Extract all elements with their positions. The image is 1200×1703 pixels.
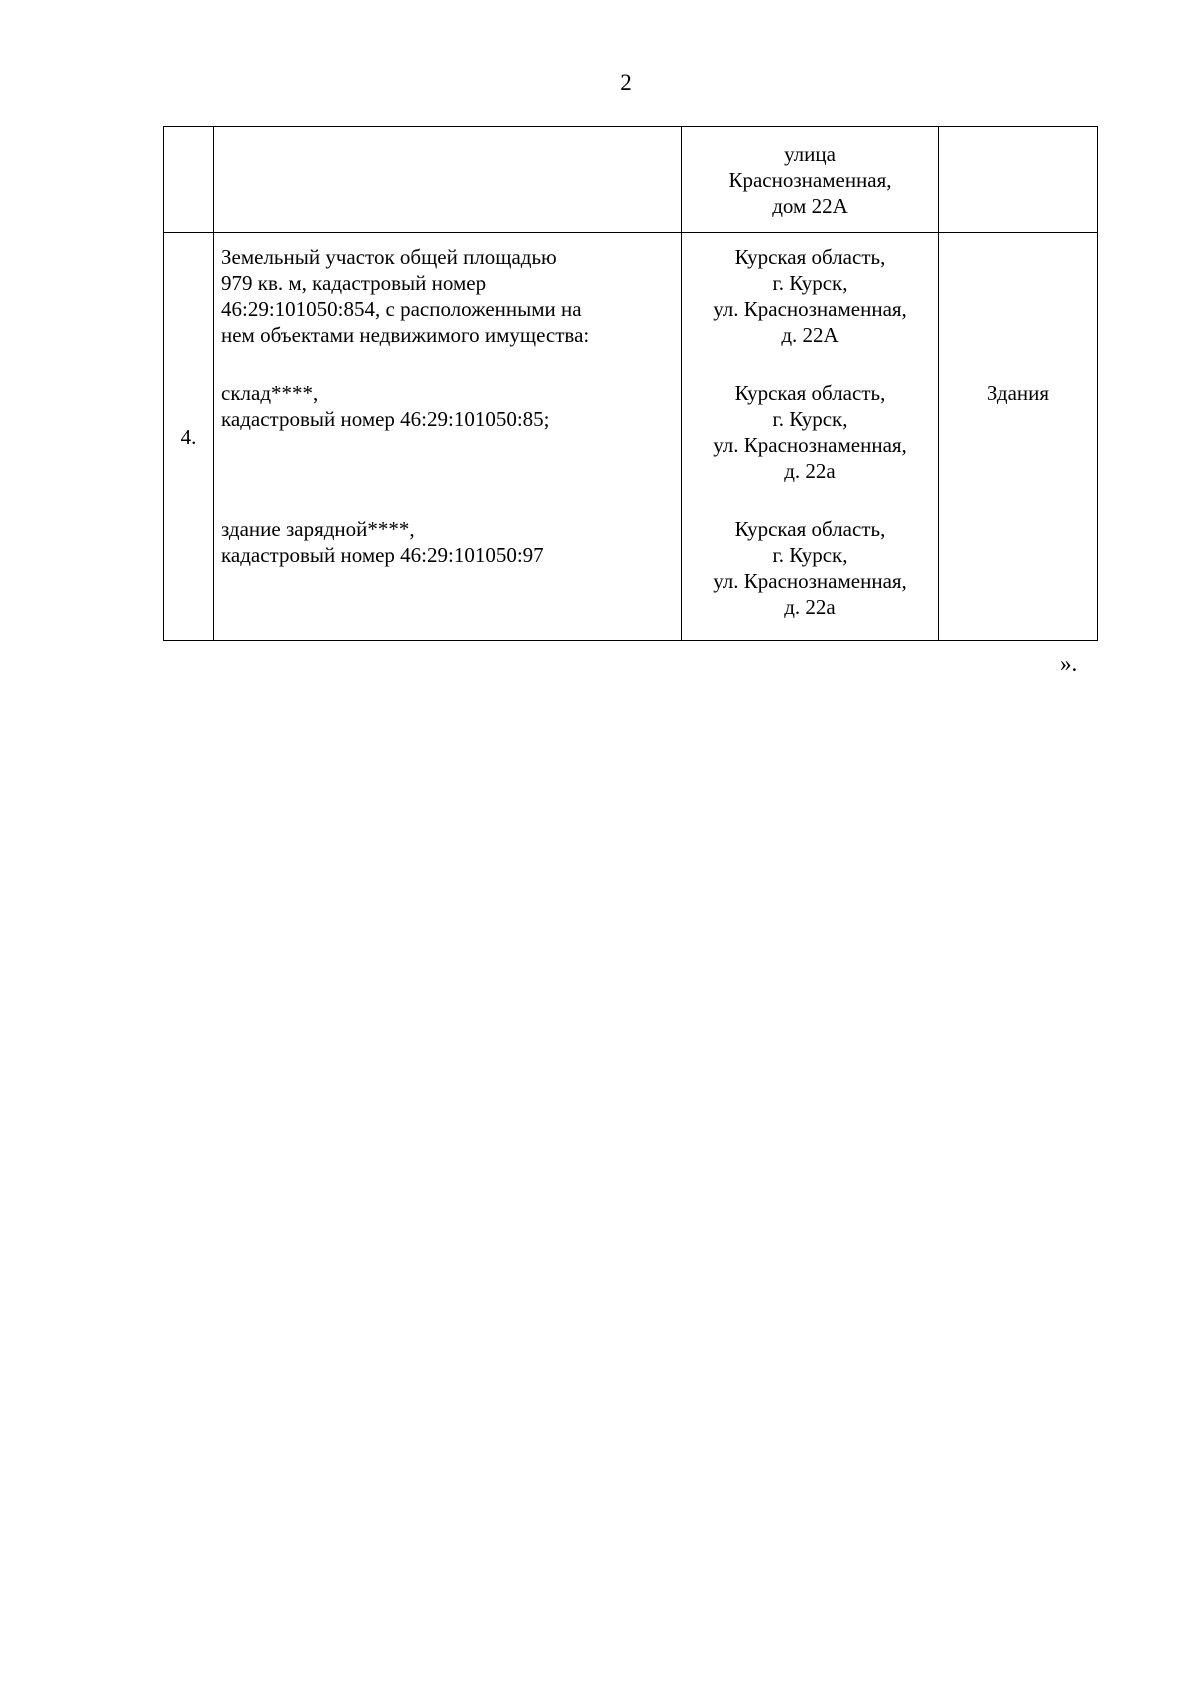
address-line: дом 22А <box>772 194 848 218</box>
description-line: 979 кв. м, кадастровый номер <box>221 271 487 295</box>
closing-quote: ». <box>1060 651 1078 676</box>
description-line: кадастровый номер 46:29:101050:97 <box>221 543 544 567</box>
address-line: ул. Краснознаменная, <box>713 433 907 457</box>
row-description-cell <box>214 233 682 641</box>
address-line: ул. Краснознаменная, <box>713 297 907 321</box>
address-line: г. Курск, <box>772 407 848 431</box>
property-table <box>163 126 1098 641</box>
description-line: здание зарядной****, <box>221 517 415 541</box>
item-description <box>214 244 681 380</box>
item-address <box>682 244 938 380</box>
table-row <box>164 127 1098 233</box>
address-line: д. 22А <box>781 323 839 347</box>
description-line: кадастровый номер 46:29:101050:85; <box>221 407 550 431</box>
address-line: д. 22а <box>784 459 836 483</box>
item-description <box>214 516 681 568</box>
address-line: Курская область, <box>734 517 886 541</box>
row-type-cell <box>939 127 1098 233</box>
address-line: улица <box>784 142 836 166</box>
address-line: г. Курск, <box>772 543 848 567</box>
row-address-cell <box>682 127 939 233</box>
item-address <box>682 380 938 516</box>
page-number: 2 <box>620 70 632 95</box>
address-line: ул. Краснознаменная, <box>713 569 907 593</box>
address-line: Курская область, <box>734 245 886 269</box>
item-address <box>682 516 938 620</box>
row-number-cell <box>164 127 214 233</box>
address-line: г. Курск, <box>772 271 848 295</box>
item-description <box>214 380 681 516</box>
row-type: Здания <box>986 381 1050 405</box>
description-line: нем объектами недвижимого имущества: <box>221 323 590 347</box>
description-line: Земельный участок общей площадью <box>221 245 557 269</box>
description-line: склад****, <box>221 381 319 405</box>
description-line: 46:29:101050:854, с расположенными на <box>221 297 582 321</box>
table-row <box>164 233 1098 641</box>
row-type-cell <box>939 233 1098 641</box>
row-number: 4. <box>180 424 197 449</box>
row-description-cell <box>214 127 682 233</box>
row-number-cell <box>164 233 214 641</box>
address-line: д. 22а <box>784 595 836 619</box>
row-address-cell <box>682 233 939 641</box>
address-line: Краснознаменная, <box>728 168 892 192</box>
address-line: Курская область, <box>734 381 886 405</box>
